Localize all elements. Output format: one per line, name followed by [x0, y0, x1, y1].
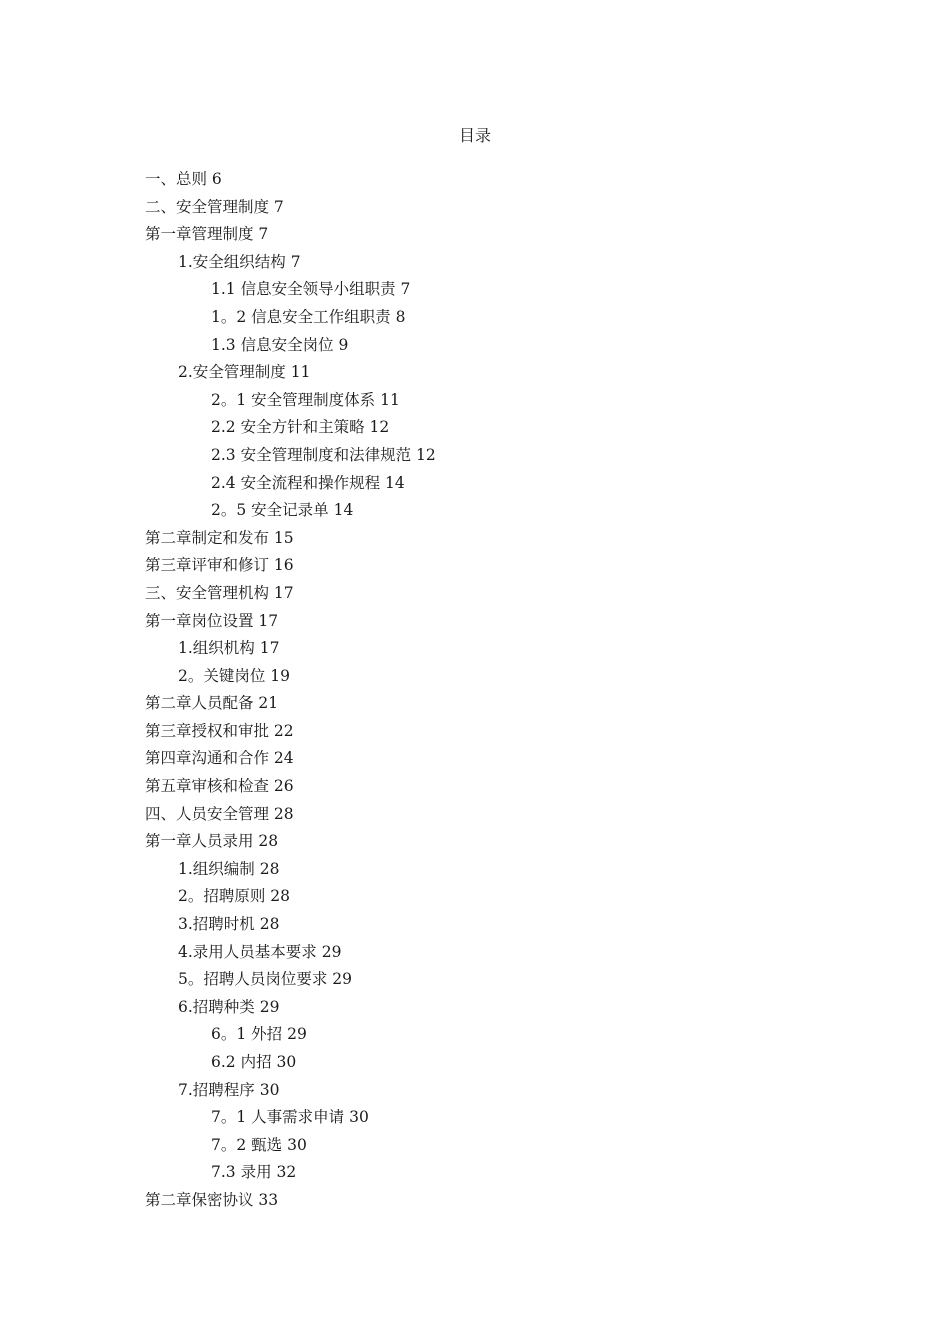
- toc-entry: 2。关键岗位 19: [178, 666, 291, 685]
- toc-entry: 2.安全管理制度 11: [178, 363, 311, 382]
- toc-entry: 第一章人员录用 28: [145, 832, 279, 851]
- toc-entry: 三、安全管理机构 17: [145, 583, 294, 602]
- toc-entry: 3.招聘时机 28: [178, 915, 280, 934]
- toc-entry: 第五章审核和检查 26: [145, 777, 294, 796]
- toc-entry: 四、人员安全管理 28: [145, 804, 294, 823]
- toc-entry: 二、安全管理制度 7: [145, 197, 284, 216]
- toc-list: [145, 166, 845, 1215]
- toc-entry: 1.组织编制 28: [178, 859, 280, 878]
- toc-entry: 1.组织机构 17: [178, 639, 280, 658]
- toc-entry: 第四章沟通和合作 24: [145, 749, 294, 768]
- toc-entry: 2.4 安全流程和操作规程 14: [211, 473, 405, 492]
- toc-entry: 第三章授权和审批 22: [145, 721, 294, 740]
- toc-entry: 第二章保密协议 33: [145, 1190, 279, 1209]
- toc-entry: 5。招聘人员岗位要求 29: [178, 970, 353, 989]
- toc-entry: 第二章制定和发布 15: [145, 528, 294, 547]
- toc-entry: 1.3 信息安全岗位 9: [211, 335, 349, 354]
- toc-entry: 7.招聘程序 30: [178, 1080, 280, 1099]
- toc-entry: 一、总则 6: [145, 170, 222, 188]
- toc-entry: 4.录用人员基本要求 29: [178, 942, 342, 961]
- toc-entry: 2.3 安全管理制度和法律规范 12: [211, 445, 436, 464]
- toc-entry: 1.1 信息安全领导小组职责 7: [211, 280, 411, 299]
- toc-entry: 7。2 甄选 30: [211, 1135, 307, 1154]
- toc-entry: 第三章评审和修订 16: [145, 556, 294, 575]
- toc-entry: 2.2 安全方针和主策略 12: [211, 418, 390, 437]
- toc-title: 目录: [458, 126, 491, 145]
- toc-entry: 2。5 安全记录单 14: [211, 501, 354, 520]
- toc-entry: 6.招聘种类 29: [178, 997, 280, 1016]
- toc-entry: 第一章岗位设置 17: [145, 611, 279, 630]
- toc-entry: 2。1 安全管理制度体系 11: [211, 390, 400, 409]
- toc-entry: 7.3 录用 32: [211, 1163, 297, 1182]
- toc-entry: 1.安全组织结构 7: [178, 252, 301, 271]
- toc-entry: 第二章人员配备 21: [145, 694, 279, 713]
- toc-entry: 7。1 人事需求申请 30: [211, 1108, 369, 1127]
- toc-entry: 6。1 外招 29: [211, 1025, 307, 1044]
- toc-entry: 第一章管理制度 7: [145, 225, 269, 244]
- toc-entry: 1。2 信息安全工作组职责 8: [211, 307, 406, 326]
- toc-entry: 2。招聘原则 28: [178, 887, 291, 906]
- toc-entry: 6.2 内招 30: [211, 1053, 297, 1071]
